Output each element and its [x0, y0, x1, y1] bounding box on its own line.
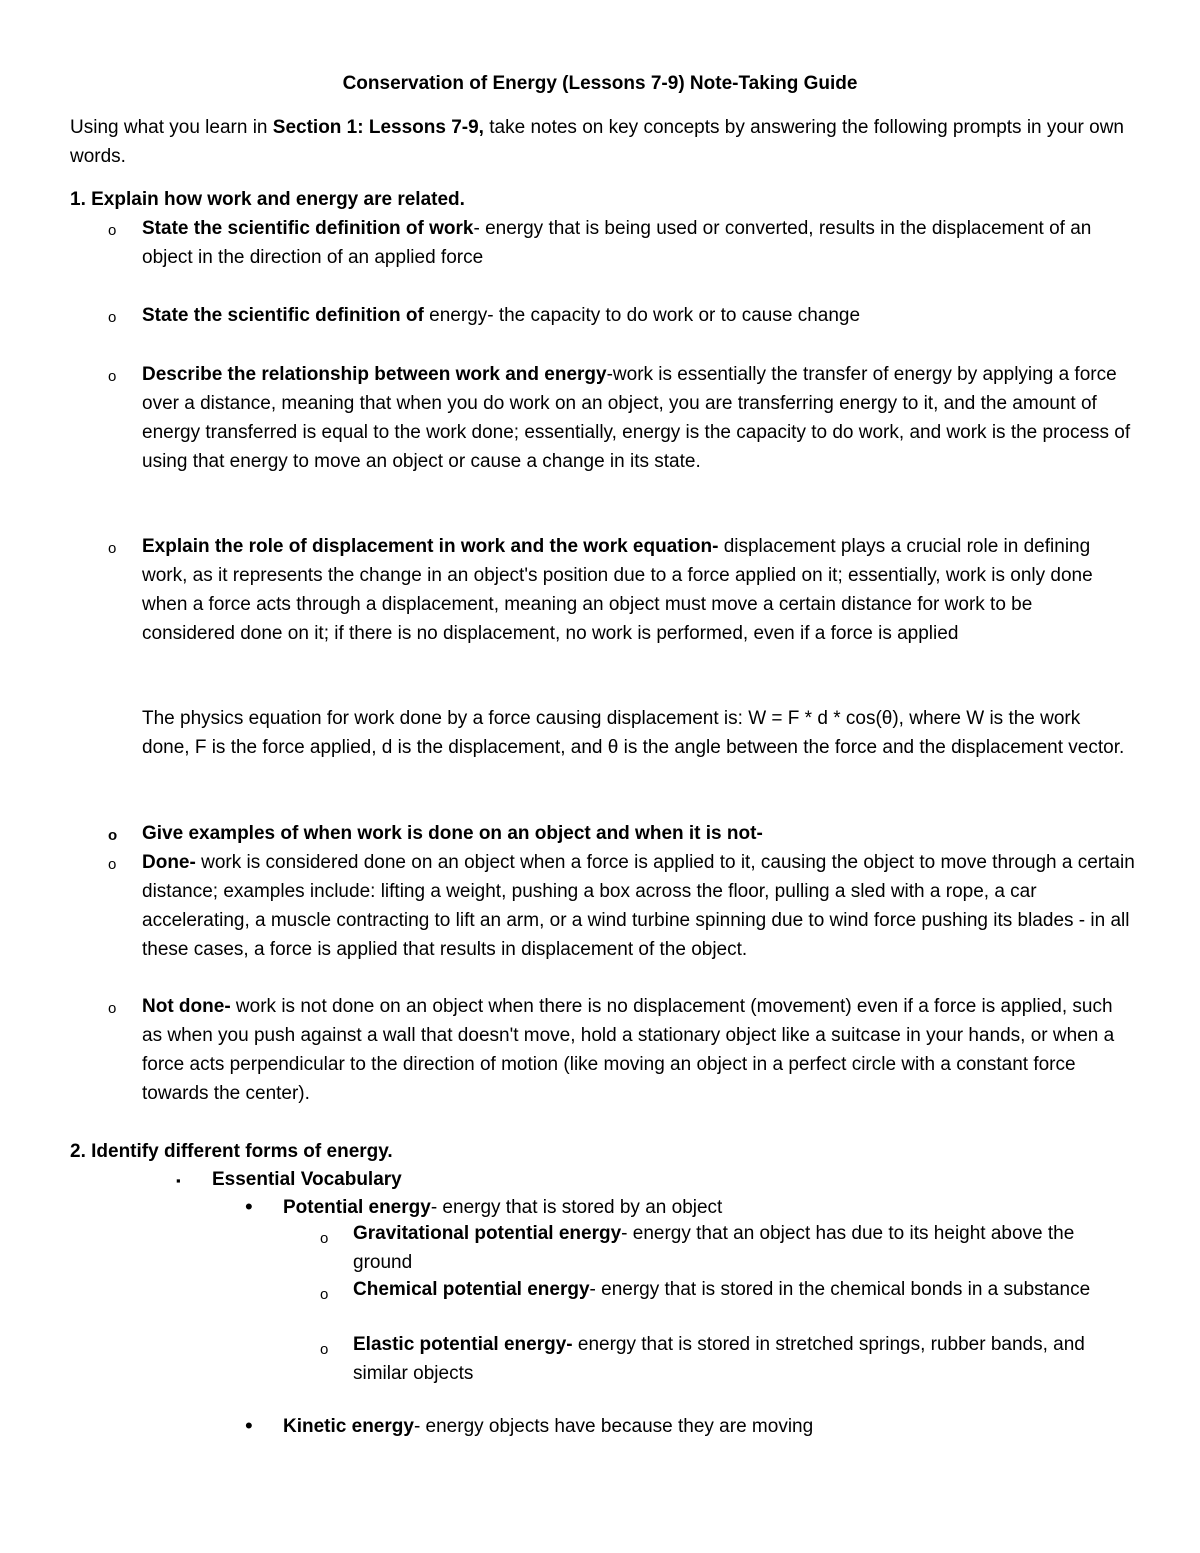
term-label: Elastic potential energy-: [353, 1334, 573, 1355]
q1-item-energy-definition: [142, 301, 1132, 330]
intro-pre: Using what you learn in: [70, 117, 273, 138]
o-bullet-icon: o: [108, 222, 117, 239]
item-label: State the scientific definition of work: [142, 218, 474, 239]
o-bullet-icon: o: [108, 309, 117, 326]
term-text: - energy that an object has due to its height above the ground: [353, 1223, 1075, 1273]
q1-item-displacement: [142, 532, 1127, 648]
term-label: Potential energy: [283, 1197, 431, 1218]
term-label: Kinetic energy: [283, 1416, 414, 1437]
chemical-potential-term: [353, 1275, 1113, 1304]
term-text: - energy that is stored by an object: [430, 1197, 723, 1218]
dot-bullet-icon: •: [245, 1194, 253, 1219]
item-text: work is not done on an object when there is no displacement (movement) even if a force is applied, such as when you push against a wall that doesn't move, hold a stationary object like a suitcase in your hands, or when a force acts perpendicular to the direction of motion (like moving an object in a perfect circle with a constant force towards the center).: [142, 996, 1115, 1104]
examples-prompt: Give examples of when work is done on an object and when it is not-: [142, 823, 763, 844]
intro-post: take notes on key concepts by answering the following prompts in your own words.: [70, 117, 1124, 167]
o-bullet-icon: o: [320, 1286, 329, 1303]
item-label: Not done-: [142, 996, 231, 1017]
o-bullet-icon: o: [108, 856, 117, 873]
term-text: - energy that is stored in the chemical bonds in a substance: [589, 1279, 1091, 1300]
item-text: displacement plays a crucial role in defining work, as it represents the change in an object's position due to a force applied on it; essentially, work is only done when a force acts through a displacement, meaning an object must move a certain distance for work to be considered done on it; if there is no displacement, no work is performed, even if a force is applied: [142, 536, 1093, 644]
essential-vocabulary-heading: Essential Vocabulary: [212, 1169, 402, 1190]
item-text: energy- the capacity to do work or to cause change: [423, 305, 861, 326]
q2-heading: 2. Identify different forms of energy.: [70, 1141, 393, 1162]
kinetic-energy-term: [283, 1412, 1133, 1441]
gravitational-potential-term: [353, 1219, 1093, 1277]
item-text: work is considered done on an object when a force is applied to it, causing the object to move through a certain distance; examples include: lifting a weight, pushing a box across the floor, pulling a sled with a rope, a car accelerating, a muscle contracting to lift an arm, or a wind turbine spinning due to wind force pushing its blades - in all these cases, a force is applied that results in displacement of the object.: [142, 852, 1135, 960]
o-bullet-icon: o: [108, 368, 117, 385]
intro-paragraph: [70, 113, 1140, 171]
term-text: energy that is stored in stretched springs, rubber bands, and similar objects: [353, 1334, 1085, 1384]
item-label: Done-: [142, 852, 196, 873]
intro-section-ref: Section 1: Lessons 7-9,: [272, 117, 484, 138]
o-bullet-icon: o: [108, 827, 118, 844]
item-label: Explain the role of displacement in work and the work equation-: [142, 536, 719, 557]
q1-item-relationship: [142, 360, 1132, 476]
work-not-done-examples: [142, 992, 1132, 1108]
o-bullet-icon: o: [108, 540, 117, 557]
square-bullet-icon: ▪: [176, 1173, 181, 1188]
term-label: Gravitational potential energy: [353, 1223, 622, 1244]
work-equation-paragraph: The physics equation for work done by a force causing displacement is: W = F * d * cos(θ), where W is the work done, F is the force applied, d is the displacement, and θ is the angle between the force and the displacement vector.: [142, 708, 1125, 758]
item-text: - energy that is being used or converted, results in the displacement of an object in the direction of an applied force: [142, 218, 1092, 268]
item-label: Describe the relationship between work and energy: [142, 364, 607, 385]
page-title: Conservation of Energy (Lessons 7-9) Note-Taking Guide: [342, 73, 858, 94]
work-done-examples: [142, 848, 1137, 964]
q1-item-work-definition: [142, 214, 1112, 272]
q1-heading: 1. Explain how work and energy are related.: [70, 189, 465, 210]
potential-energy-term: [283, 1193, 1133, 1222]
elastic-potential-term: [353, 1330, 1093, 1388]
o-bullet-icon: o: [108, 1000, 117, 1017]
item-label: State the scientific definition of: [142, 305, 424, 326]
item-text: -work is essentially the transfer of energy by applying a force over a distance, meaning that when you do work on an object, you are transferring energy to it, and the amount of energy transferred is equal to the work done; essentially, energy is the capacity to do work, and work is the process of using that energy to move an object or cause a change in its state.: [142, 364, 1131, 472]
dot-bullet-icon: •: [245, 1413, 253, 1438]
term-text: - energy objects have because they are moving: [413, 1416, 814, 1437]
term-label: Chemical potential energy: [353, 1279, 590, 1300]
o-bullet-icon: o: [320, 1341, 329, 1358]
o-bullet-icon: o: [320, 1230, 329, 1247]
